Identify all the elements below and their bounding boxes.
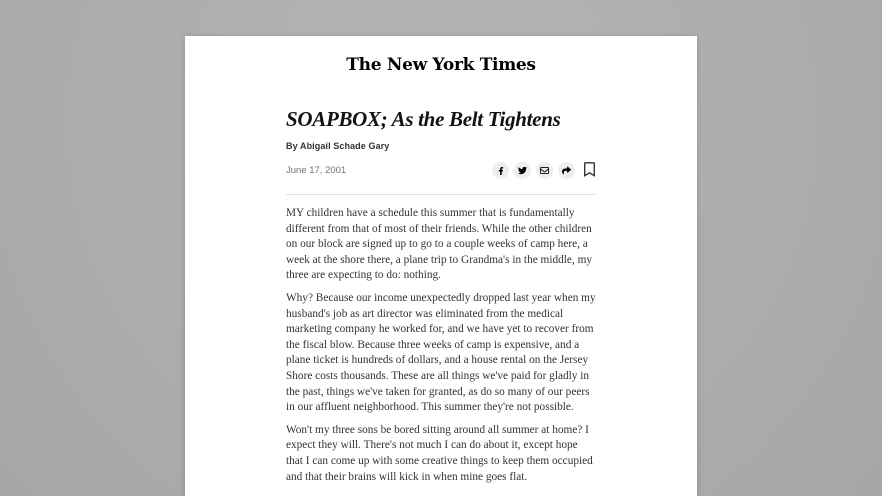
- nyt-logo[interactable]: The New York Times: [346, 55, 536, 75]
- article-body: [286, 107, 596, 485]
- paragraph-1: MY children have a schedule this summer that is fundamentally different from that of most of their friends. While the other children on our block are signed up to go to a couple weeks of camp here, a week at the shore there, a plane trip to Grandma's in the middle, my three are expecting to do: nothing.: [286, 207, 593, 282]
- article-meta-row: [286, 162, 596, 179]
- share-icon: [562, 166, 571, 175]
- email-icon: [540, 166, 549, 175]
- more-share-button[interactable]: [558, 162, 575, 179]
- section-divider: [286, 194, 596, 195]
- facebook-icon: [497, 167, 505, 175]
- article-card: [185, 36, 697, 496]
- article-headline: SOAPBOX; As the Belt Tightens: [286, 107, 561, 131]
- bookmark-icon: [584, 162, 595, 180]
- save-article-button[interactable]: [583, 162, 596, 179]
- twitter-icon: [518, 166, 527, 175]
- paragraph-2: Why? Because our income unexpectedly dropped last year when my husband's job as art director was eliminated from the medical marketing company he worked for, and we have yet to recover from the fiscal blow. Because three weeks of camp is expensive, and a plane ticket is hundreds of dollars, and a house rental on the Jersey Shore costs thousands. These are all things we've paid for gladly in the past, things we've taken for granted, as do so many of our peers in our affluent neighborhood. This summer they're not possible.: [286, 291, 596, 414]
- twitter-share-button[interactable]: [514, 162, 531, 179]
- publish-date: June 17, 2001: [286, 165, 347, 176]
- share-toolbar: [492, 162, 596, 179]
- paragraph-3: Won't my three sons be bored sitting around all summer at home? I expect they will. There's not much I can do about it, except hope that I can come up with some creative things to keep them occupied and that their brains will kick in when mine goes flat.: [286, 423, 593, 483]
- article-text: [286, 206, 596, 485]
- email-share-button[interactable]: [536, 162, 553, 179]
- article-byline: By Abigail Schade Gary: [286, 141, 390, 151]
- facebook-share-button[interactable]: [492, 162, 509, 179]
- masthead: [185, 36, 697, 75]
